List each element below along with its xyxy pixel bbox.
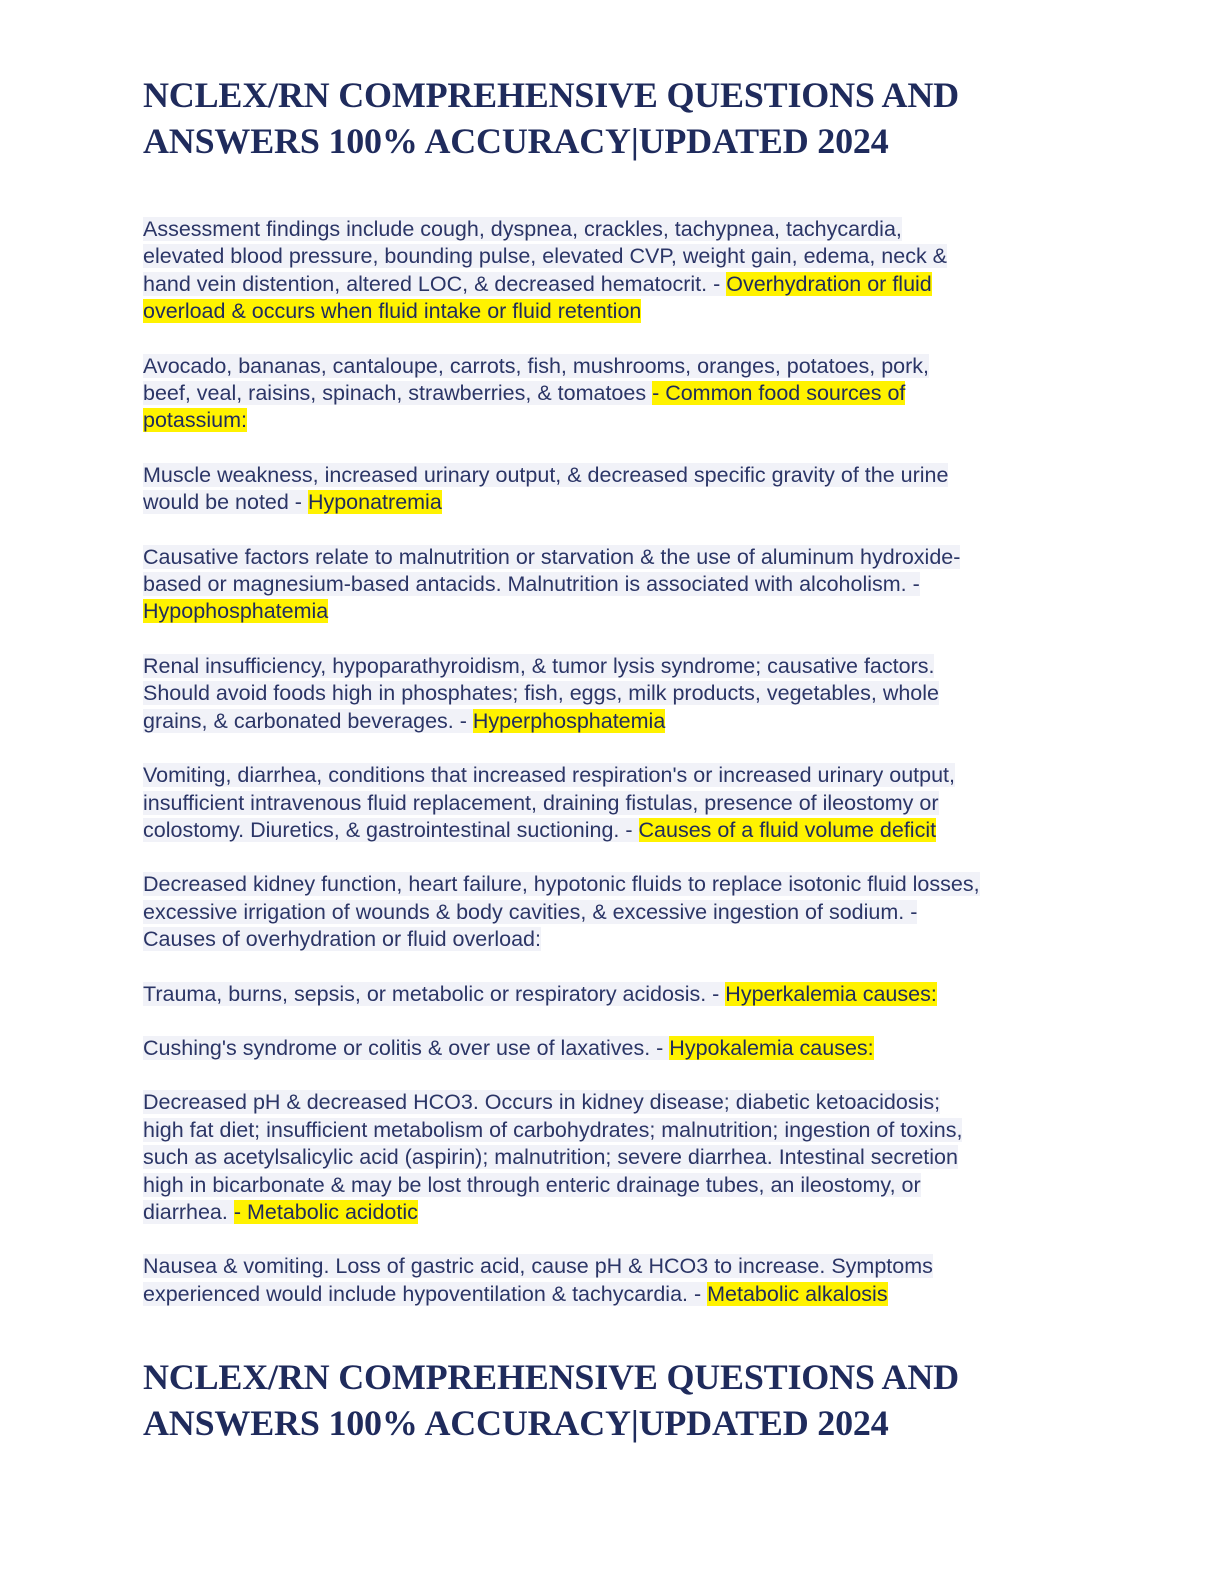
question-text: Causes of overhydration or fluid overload: — [143, 927, 541, 952]
question-text: Cushing's syndrome or colitis & over use of laxatives. - — [143, 1035, 670, 1060]
qa-entry — [143, 981, 1083, 1008]
entry-line — [143, 1117, 1083, 1144]
footer-title-line: ANSWERS 100% ACCURACY|UPDATED 2024 — [143, 1403, 889, 1443]
answer-highlight: Causes of a fluid volume deficit — [638, 817, 937, 842]
qa-entry — [143, 216, 1083, 326]
qa-entry — [143, 462, 1083, 517]
entry-line — [143, 544, 1083, 571]
qa-entry — [143, 1253, 1083, 1308]
question-text: Decreased pH & decreased HCO3. Occurs in kidney disease; diabetic ketoacidosis; — [143, 1090, 941, 1115]
entry-line — [143, 489, 1083, 516]
question-text: Causative factors relate to malnutrition or starvation & the use of aluminum hydroxide- — [143, 544, 961, 569]
entry-line — [143, 353, 1083, 380]
qa-entry — [143, 544, 1083, 626]
answer-highlight: Metabolic alkalosis — [707, 1281, 888, 1306]
entry-line — [143, 817, 1083, 844]
answer-highlight: Hypophosphatemia — [143, 599, 329, 624]
qa-entry — [143, 353, 1083, 435]
answer-highlight: - Common food sources of — [652, 381, 906, 406]
entry-line — [143, 298, 1083, 325]
entry-line — [143, 1089, 1083, 1116]
entry-line — [143, 871, 1083, 898]
question-text: Vomiting, diarrhea, conditions that increased respiration's or increased urinary output, — [143, 763, 955, 788]
footer-title — [143, 1354, 1103, 1446]
entry-line — [143, 680, 1083, 707]
question-text: Nausea & vomiting. Loss of gastric acid, cause pH & HCO3 to increase. Symptoms — [143, 1254, 933, 1279]
question-text: Decreased kidney function, heart failure, hypotonic fluids to replace isotonic fluid losses, — [143, 872, 980, 897]
title-line: NCLEX/RN COMPREHENSIVE QUESTIONS AND — [143, 75, 959, 115]
answer-highlight: Overhydration or fluid — [726, 271, 932, 296]
entry-line — [143, 571, 1083, 598]
entry-line — [143, 598, 1083, 625]
entry-line — [143, 708, 1083, 735]
answer-highlight: Hyperphosphatemia — [472, 708, 666, 733]
question-text: elevated blood pressure, bounding pulse, elevated CVP, weight gain, edema, neck & — [143, 244, 948, 269]
question-text: insufficient intravenous fluid replacement, draining fistulas, presence of ileostomy or — [143, 790, 939, 815]
question-text: Trauma, burns, sepsis, or metabolic or respiratory acidosis. - — [143, 981, 726, 1006]
entry-line — [143, 1172, 1083, 1199]
entry-line — [143, 271, 1083, 298]
entry-line — [143, 216, 1083, 243]
question-text: high in bicarbonate & may be lost through enteric drainage tubes, an ileostomy, or — [143, 1172, 921, 1197]
question-text: such as acetylsalicylic acid (aspirin); malnutrition; severe diarrhea. Intestinal secretion — [143, 1145, 958, 1170]
entry-line — [143, 1035, 1083, 1062]
qa-list — [143, 216, 1083, 1335]
answer-highlight: potassium: — [143, 408, 247, 433]
entry-line — [143, 407, 1083, 434]
answer-highlight: Hypokalemia causes: — [669, 1035, 874, 1060]
entry-line — [143, 1199, 1083, 1226]
title-line: ANSWERS 100% ACCURACY|UPDATED 2024 — [143, 121, 889, 161]
question-text: high fat diet; insufficient metabolism of carbohydrates; malnutrition; ingestion of toxins, — [143, 1117, 963, 1142]
question-text: colostomy. Diuretics, & gastrointestinal suctioning. - — [143, 817, 639, 842]
qa-entry — [143, 1089, 1083, 1226]
question-text: diarrhea. — [143, 1199, 234, 1224]
question-text: beef, veal, raisins, spinach, strawberries, & tomatoes — [143, 381, 653, 406]
question-text: experienced would include hypoventilation & tachycardia. - — [143, 1281, 708, 1306]
answer-highlight: Hyperkalemia causes: — [725, 981, 937, 1006]
question-text: excessive irrigation of wounds & body cavities, & excessive ingestion of sodium. - — [143, 899, 918, 924]
entry-line — [143, 1253, 1083, 1280]
question-text: based or magnesium-based antacids. Malnutrition is associated with alcoholism. - — [143, 572, 920, 597]
entry-line — [143, 981, 1083, 1008]
entry-line — [143, 243, 1083, 270]
qa-entry — [143, 762, 1083, 844]
answer-highlight: - Metabolic acidotic — [233, 1199, 418, 1224]
entry-line — [143, 926, 1083, 953]
question-text: would be noted - — [143, 490, 308, 515]
qa-entry — [143, 653, 1083, 735]
question-text: Should avoid foods high in phosphates; fish, eggs, milk products, vegetables, whole — [143, 681, 939, 706]
question-text: grains, & carbonated beverages. - — [143, 708, 473, 733]
question-text: Renal insufficiency, hypoparathyroidism, & tumor lysis syndrome; causative factors. — [143, 653, 935, 678]
entry-line — [143, 653, 1083, 680]
entry-line — [143, 790, 1083, 817]
entry-line — [143, 762, 1083, 789]
qa-entry — [143, 1035, 1083, 1062]
answer-highlight: Hyponatremia — [307, 490, 442, 515]
entry-line — [143, 462, 1083, 489]
qa-entry — [143, 871, 1083, 953]
document-title — [143, 72, 1103, 164]
entry-line — [143, 1144, 1083, 1171]
question-text: hand vein distention, altered LOC, & decreased hematocrit. - — [143, 271, 727, 296]
answer-highlight: overload & occurs when fluid intake or fluid retention — [143, 299, 642, 324]
question-text: Muscle weakness, increased urinary output, & decreased specific gravity of the urine — [143, 462, 949, 487]
entry-line — [143, 1281, 1083, 1308]
entry-line — [143, 380, 1083, 407]
question-text: Assessment findings include cough, dyspnea, crackles, tachypnea, tachycardia, — [143, 217, 902, 241]
entry-line — [143, 899, 1083, 926]
question-text: Avocado, bananas, cantaloupe, carrots, fish, mushrooms, oranges, potatoes, pork, — [143, 353, 929, 378]
footer-title-line: NCLEX/RN COMPREHENSIVE QUESTIONS AND — [143, 1357, 959, 1397]
